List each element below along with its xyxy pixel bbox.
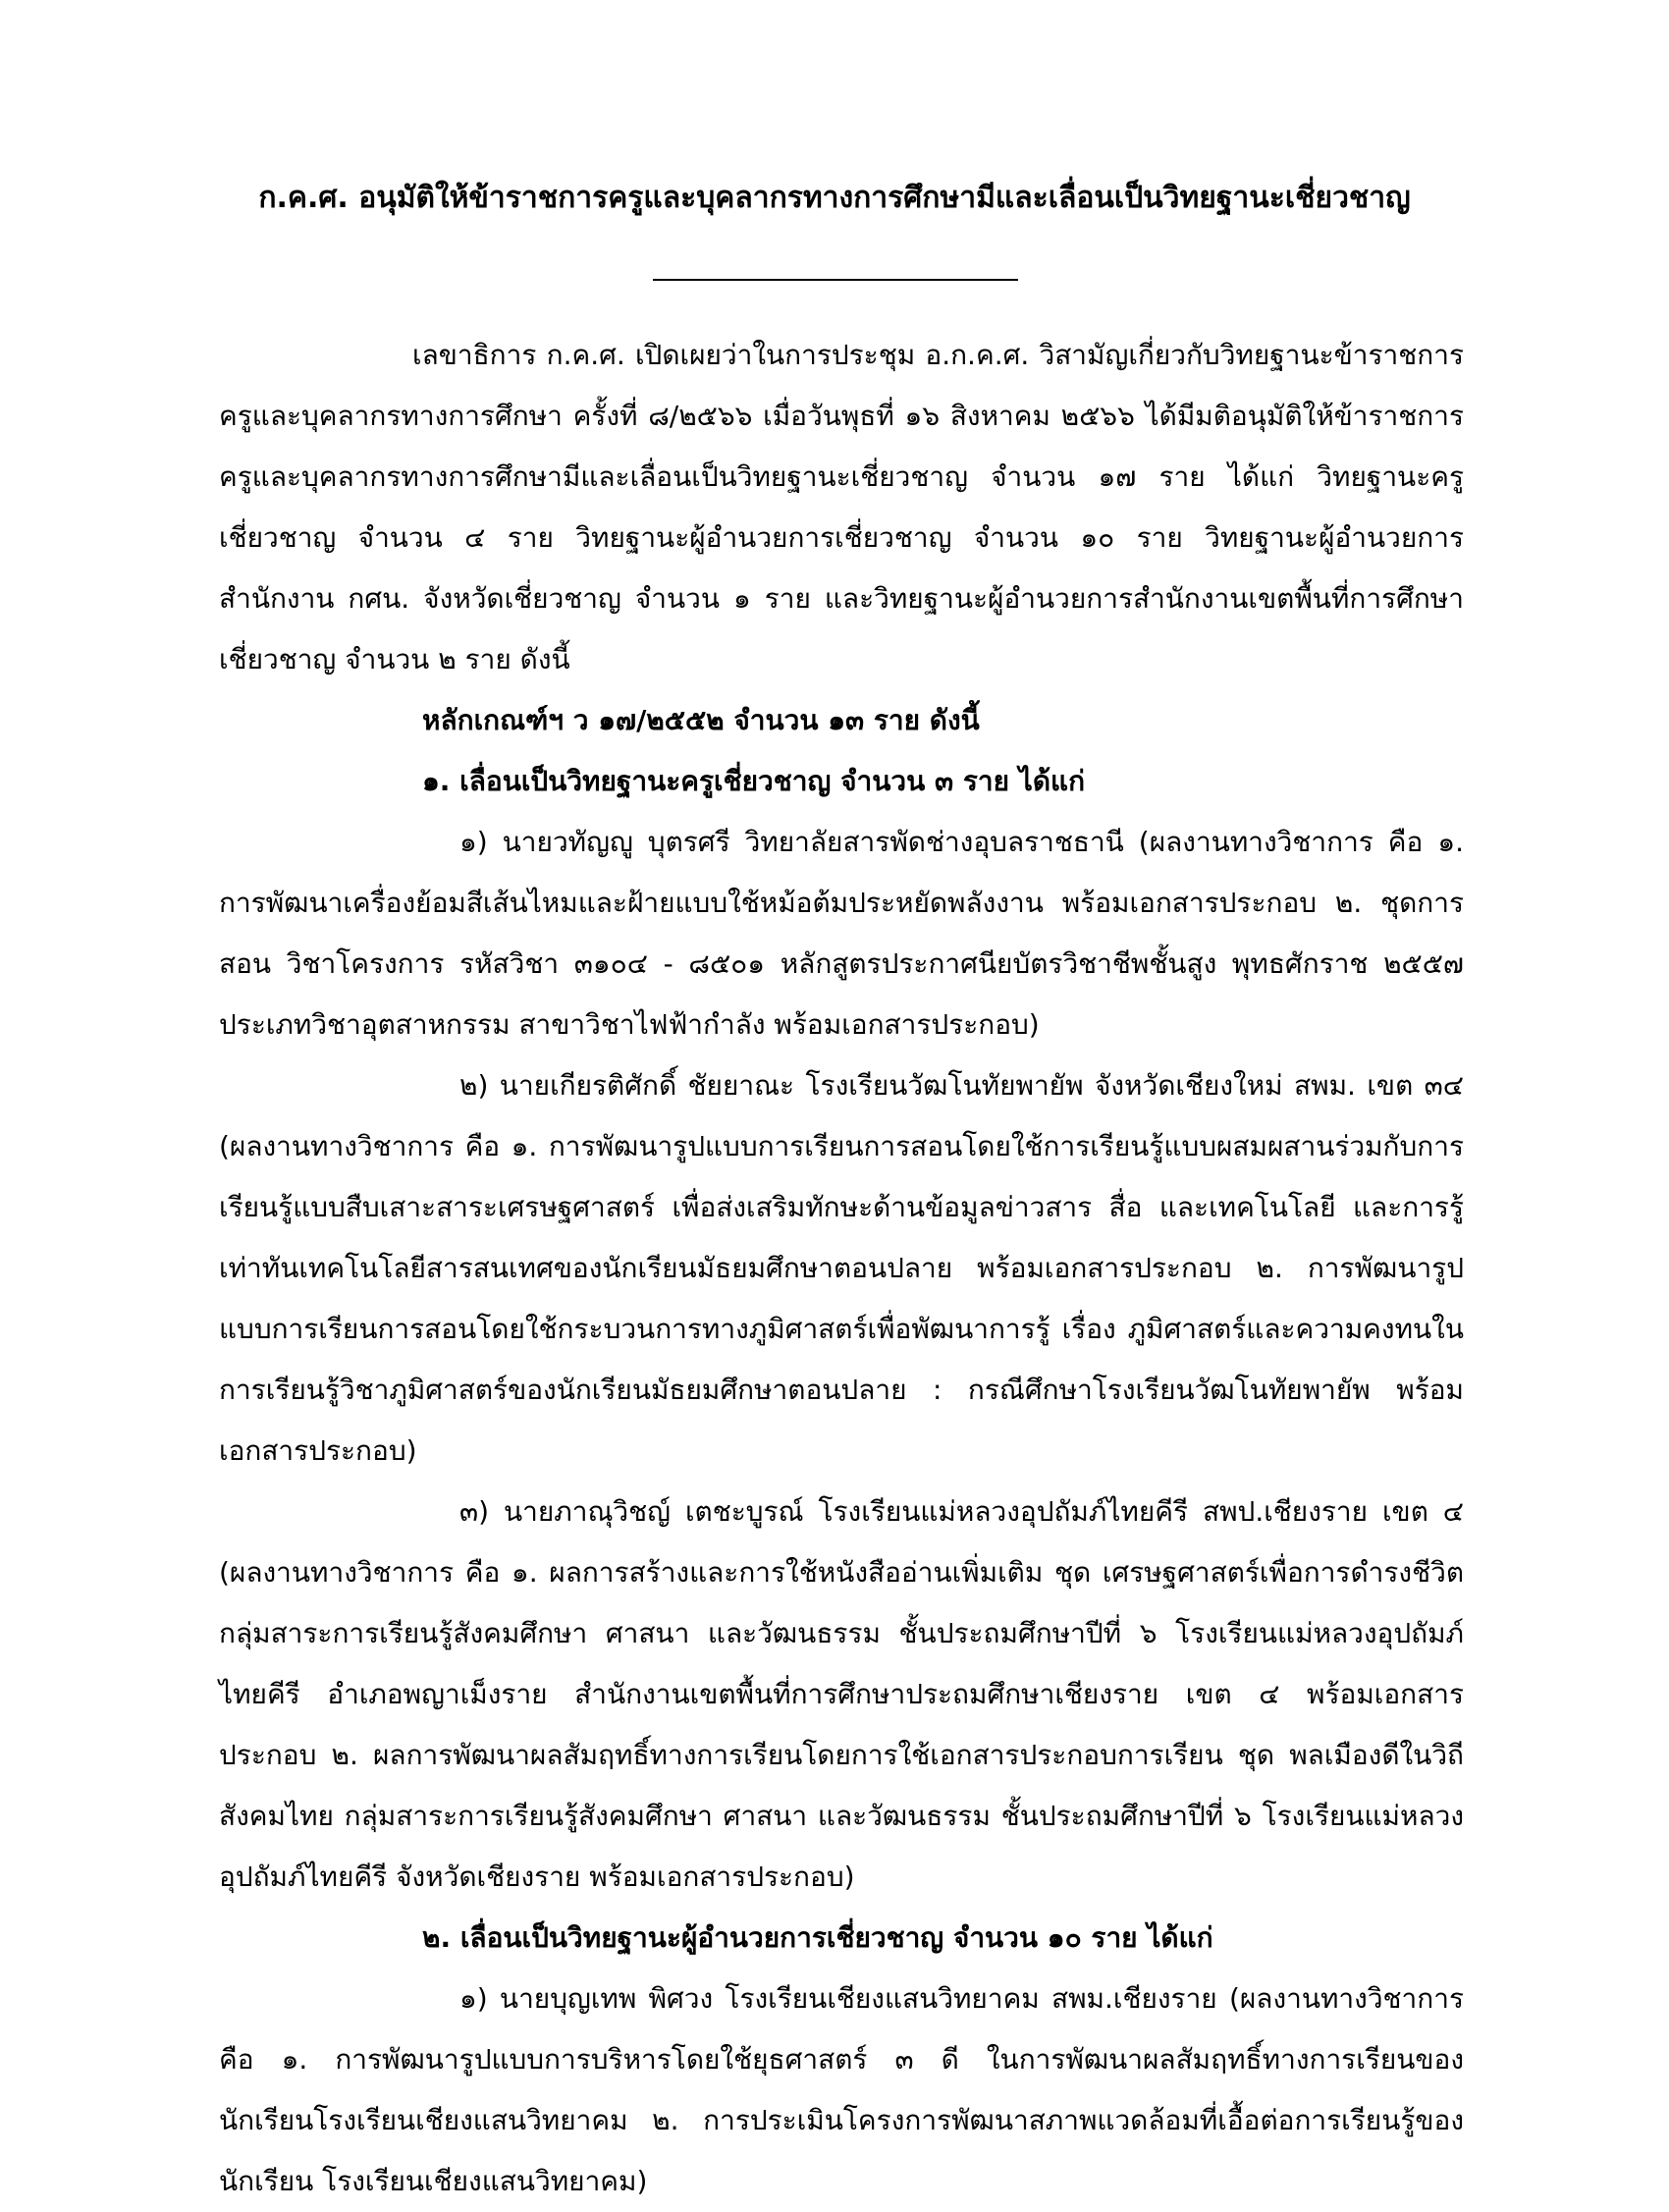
section1-item: ๑) นายวทัญญู บุตรศรี วิทยาลัยสารพัดช่างอุบลราชธานี (ผลงานทางวิชาการ คือ ๑. การพัฒนาเครื่องย้อมสีเส้นไหมและฝ้ายแบบใช้หม้อต้มประหยัดพลังงาน พร้อมเอกสารประกอบ ๒. ชุดการสอน วิชาโครงการ รหัสวิชา ๓๑๐๔ - ๘๕๐๑ หลักสูตรประกาศนียบัตรวิชาชีพชั้นสูง พุทธศักราช ๒๕๕๗ ประเภทวิชาอุตสาหกรรม สาขาวิชาไฟฟ้ากำลัง พร้อมเอกสารประกอบ) bbox=[219, 826, 1464, 1041]
title-divider bbox=[653, 279, 1018, 281]
intro-paragraph: เลขาธิการ ก.ค.ศ. เปิดเผยว่าในการประชุม อ.ก.ค.ศ. วิสามัญเกี่ยวกับวิทยฐานะข้าราชการครูและบุคลากรทางการศึกษา ครั้งที่ ๘/๒๕๖๖ เมื่อวันพุธที่ ๑๖ สิงหาคม ๒๕๖๖ ได้มีมติอนุมัติให้ข้าราชการครูและบุคลากรทางการศึกษามีและเลื่อนเป็นวิทยฐานะเชี่ยวชาญ จำนวน ๑๗ ราย ได้แก่ วิทยฐานะครูเชี่ยวชาญ จำนวน ๔ ราย วิทยฐานะผู้อำนวยการเชี่ยวชาญ จำนวน ๑๐ ราย วิทยฐานะผู้อำนวยการสำนักงาน กศน. จังหวัดเชี่ยวชาญ จำนวน ๑ ราย และวิทยฐานะผู้อำนวยการสำนักงานเขตพื้นที่การศึกษาเชี่ยวชาญ จำนวน ๒ ราย ดังนี้ bbox=[219, 339, 1464, 675]
document-body bbox=[219, 325, 1464, 2212]
section1-item: ๓) นายภาณุวิชญ์ เตชะบูรณ์ โรงเรียนแม่หลวงอุปถัมภ์ไทยคีรี สพป.เชียงราย เขต ๔ (ผลงานทางวิชาการ คือ ๑. ผลการสร้างและการใช้หนังสืออ่านเพิ่มเติม ชุด เศรษฐศาสตร์เพื่อการดำรงชีวิต กลุ่มสาระการเรียนรู้สังคมศึกษา ศาสนา และวัฒนธรรม ชั้นประถมศึกษาปีที่ ๖ โรงเรียนแม่หลวงอุปถัมภ์ไทยคีรี อำเภอพญาเม็งราย สำนักงานเขตพื้นที่การศึกษาประถมศึกษาเชียงราย เขต ๔ พร้อมเอกสารประกอบ ๒. ผลการพัฒนาผลสัมฤทธิ์ทางการเรียนโดยการใช้เอกสารประกอบการเรียน ชุด พลเมืองดีในวิถีสังคมไทย กลุ่มสาระการเรียนรู้สังคมศึกษา ศาสนา และวัฒนธรรม ชั้นประถมศึกษาปีที่ ๖ โรงเรียนแม่หลวงอุปถัมภ์ไทยคีรี จังหวัดเชียงราย พร้อมเอกสารประกอบ) bbox=[219, 1495, 1464, 1893]
section1-heading: ๑. เลื่อนเป็นวิทยฐานะครูเชี่ยวชาญ จำนวน ๓ ราย ได้แก่ bbox=[422, 765, 1086, 797]
section1-item: ๒) นายเกียรติศักดิ์ ชัยยาณะ โรงเรียนวัฒโนทัยพายัพ จังหวัดเชียงใหม่ สพม. เขต ๓๔ (ผลงานทางวิชาการ คือ ๑. การพัฒนารูปแบบการเรียนการสอนโดยใช้การเรียนรู้แบบผสมผสานร่วมกับการเรียนรู้แบบสืบเสาะสาระเศรษฐศาสตร์ เพื่อส่งเสริมทักษะด้านข้อมูลข่าวสาร สื่อ และเทคโนโลยี และการรู้เท่าทันเทคโนโลยีสารสนเทศของนักเรียนมัธยมศึกษาตอนปลาย พร้อมเอกสารประกอบ ๒. การพัฒนารูปแบบการเรียนการสอนโดยใช้กระบวนการทางภูมิศาสตร์เพื่อพัฒนาการรู้ เรื่อง ภูมิศาสตร์และความคงทนในการเรียนรู้วิชาภูมิศาสตร์ของนักเรียนมัธยมศึกษาตอนปลาย : กรณีศึกษาโรงเรียนวัฒโนทัยพายัพ พร้อมเอกสารประกอบ) bbox=[219, 1069, 1464, 1467]
criteria-heading: หลักเกณฑ์ฯ ว ๑๗/๒๕๕๒ จำนวน ๑๓ ราย ดังนี้ bbox=[422, 704, 980, 736]
section2-heading: ๒. เลื่อนเป็นวิทยฐานะผู้อำนวยการเชี่ยวชาญ จำนวน ๑๐ ราย ได้แก่ bbox=[422, 1921, 1213, 1954]
page-title: ก.ค.ศ. อนุมัติให้ข้าราชการครูและบุคลากรทางการศึกษามีและเลื่อนเป็นวิทยฐานะเชี่ยวชาญ bbox=[258, 181, 1411, 215]
section2-item: ๑) นายบุญเทพ พิศวง โรงเรียนเชียงแสนวิทยาคม สพม.เชียงราย (ผลงานทางวิชาการ คือ ๑. การพัฒนารูปแบบการบริหารโดยใช้ยุธศาสตร์ ๓ ดี ในการพัฒนาผลสัมฤทธิ์ทางการเรียนของนักเรียนโรงเรียนเชียงแสนวิทยาคม ๒. การประเมินโครงการพัฒนาสภาพแวดล้อมที่เอื้อต่อการเรียนรู้ของนักเรียน โรงเรียนเชียงแสนวิทยาคม) bbox=[219, 1982, 1464, 2197]
